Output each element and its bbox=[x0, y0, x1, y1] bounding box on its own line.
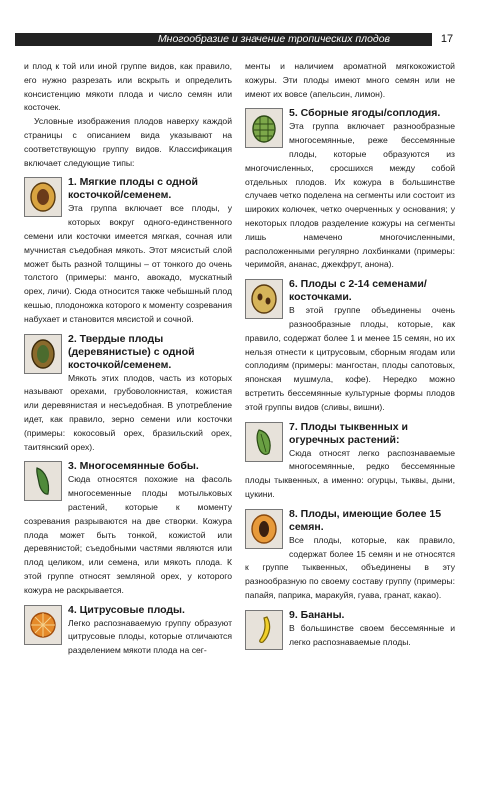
intro-paragraph: и плод к той или иной группе видов, как правило, его нужно разрезать или вскрыть и определить консистенцию мякоти плода и число семян или косточек. bbox=[24, 61, 232, 113]
left-column bbox=[24, 60, 232, 658]
running-title: Многообразие и значение тропических плодов bbox=[157, 33, 391, 45]
halved-fruit-with-seed-icon bbox=[24, 177, 62, 217]
group-1-section bbox=[24, 176, 232, 326]
halved-fruit-multi-seed-icon bbox=[245, 279, 283, 319]
banana-icon bbox=[245, 610, 283, 650]
group-3-heading: 3. Многосемянные бобы. bbox=[68, 460, 199, 473]
group-6-text: В этой группе объединены очень разнообразные плоды, которые, как правило, содержат более 1 и менее 15 семян, но их нельзя отнести к цитрусовым, сборным ягодам или соплодиям (примеры: мангостан, плоды сапотовых, японская мушмула, кофе). Нередко можно встретить бессемянные культурные формы плодов этой группы видов (сливы, вишни). bbox=[245, 305, 455, 412]
page-header bbox=[0, 0, 491, 58]
group-7-section bbox=[245, 421, 455, 502]
page-number: 17 bbox=[432, 30, 462, 48]
group-6-heading: 6. Плоды с 2-14 семенами/косточками. bbox=[289, 278, 427, 304]
group-7-heading: 7. Плоды тыквенных и огуречных растений: bbox=[289, 420, 408, 446]
group-3-section bbox=[24, 460, 232, 597]
hard-nut-icon bbox=[24, 334, 62, 374]
right-column bbox=[245, 60, 455, 653]
group-4-text: Легко распознаваемую группу образуют цитрусовые плоды, которые отличаются разделением мякоти плода на сег- bbox=[68, 617, 232, 656]
group-8-text: Все плоды, которые, как правило, содержат более 15 семян и не относятся к группе тыквенных, объединены в эту разнообразную по своему составу группу (примеры: папайя, паприка, маракуйя, гуава, гранат, какао). bbox=[245, 534, 455, 600]
segmented-fruit-icon bbox=[245, 108, 283, 148]
group-6-section bbox=[245, 278, 455, 414]
papaya-slice-icon bbox=[245, 509, 283, 549]
bean-pod-icon bbox=[24, 461, 62, 501]
group-1-text: Эта группа включает все плоды, у которых вокруг одного-единственного семени или косточки имеется мягкая, сочная или мучнистая съедобная мякоть. Этот мясистый слой может быть разной толщины – от тонкого до очень толстого (примеры: манго, авокадо, мускатный орех, личи). Сюда относится также чебышный плод кешью, плодоножка которого к моменту созревания набухает и становится мясистой и сочной. bbox=[24, 203, 232, 324]
group-4-section bbox=[24, 604, 232, 658]
group-2-heading: 2. Твердые плоды (деревянистые) с одной косточкой/семенем. bbox=[68, 332, 195, 371]
bitter-gourd-icon bbox=[245, 422, 283, 462]
group-5-section bbox=[245, 107, 455, 272]
group-1-heading: 1. Мягкие плоды с одной косточкой/семенем. bbox=[68, 176, 198, 202]
group-9-section bbox=[245, 609, 455, 653]
group-2-section bbox=[24, 333, 232, 455]
group-8-heading: 8. Плоды, имеющие более 15 семян. bbox=[289, 507, 442, 533]
intro-paragraph: Условные изображения плодов наверху каждой страницы с описанием вида указывают на соответствующую группу видов. Классификация включает следующие типы: bbox=[24, 116, 232, 168]
group-5-text: Эта группа включает разнообразные многосемянные, реже бессемянные плоды, которые образуются из многочисленных, сросшихся между собой отдельных плодов. Их кожура в большинстве случаев четко поделена на сегменты или состоит из широких колючек, четко очерченных у основания; у некоторых плодов разделение кожуры на сегменты лишь намечено многочисленными, расположенными регулярно лохбинками (примеры: черимойя, ананас, джекфрут, анона). bbox=[245, 121, 456, 270]
group-5-heading: 5. Сборные ягоды/соплодия. bbox=[289, 107, 441, 120]
group-3-text: Сюда относятся похожие на фасоль многосеменные плоды мотыльковых растений, которые к моменту созревания разрываются на две створки. Кожура плода может быть тонкой, кожистой или деревянистой; съедобными частями являются или плод целиком, или семена, или мякоть плода. К этой группе относят земляной орех, у которого кожура не раскрывается. bbox=[24, 474, 232, 595]
group-7-text: Сюда относят легко распознаваемые многосемянные, редко бессемянные плоды тыквенных, а именно: огурцы, тыквы, дыни, цукини. bbox=[245, 447, 455, 499]
group-2-text: Мякоть этих плодов, часть из которых называют орехами, грубоволокнистая, кожистая или деревянистая и несъедобная. В употребление идет, как правило, зерно семени или косточки (примеры: кокосовый орех, бразильский орех, таитянский орех). bbox=[24, 372, 232, 452]
group-4-heading: 4. Цитрусовые плоды. bbox=[68, 603, 185, 616]
group-8-section bbox=[245, 508, 455, 603]
group-9-text: В большинстве своем бессемянные и легко распознаваемые плоды. bbox=[289, 622, 455, 647]
citrus-slice-icon bbox=[24, 605, 62, 645]
continuation-paragraph: менты и наличием ароматной мягкокожистой кожуры. Эти плоды имеют много семян или не имеют их вовсе (апельсин, лимон). bbox=[245, 61, 455, 99]
group-9-heading: 9. Бананы. bbox=[289, 608, 345, 621]
